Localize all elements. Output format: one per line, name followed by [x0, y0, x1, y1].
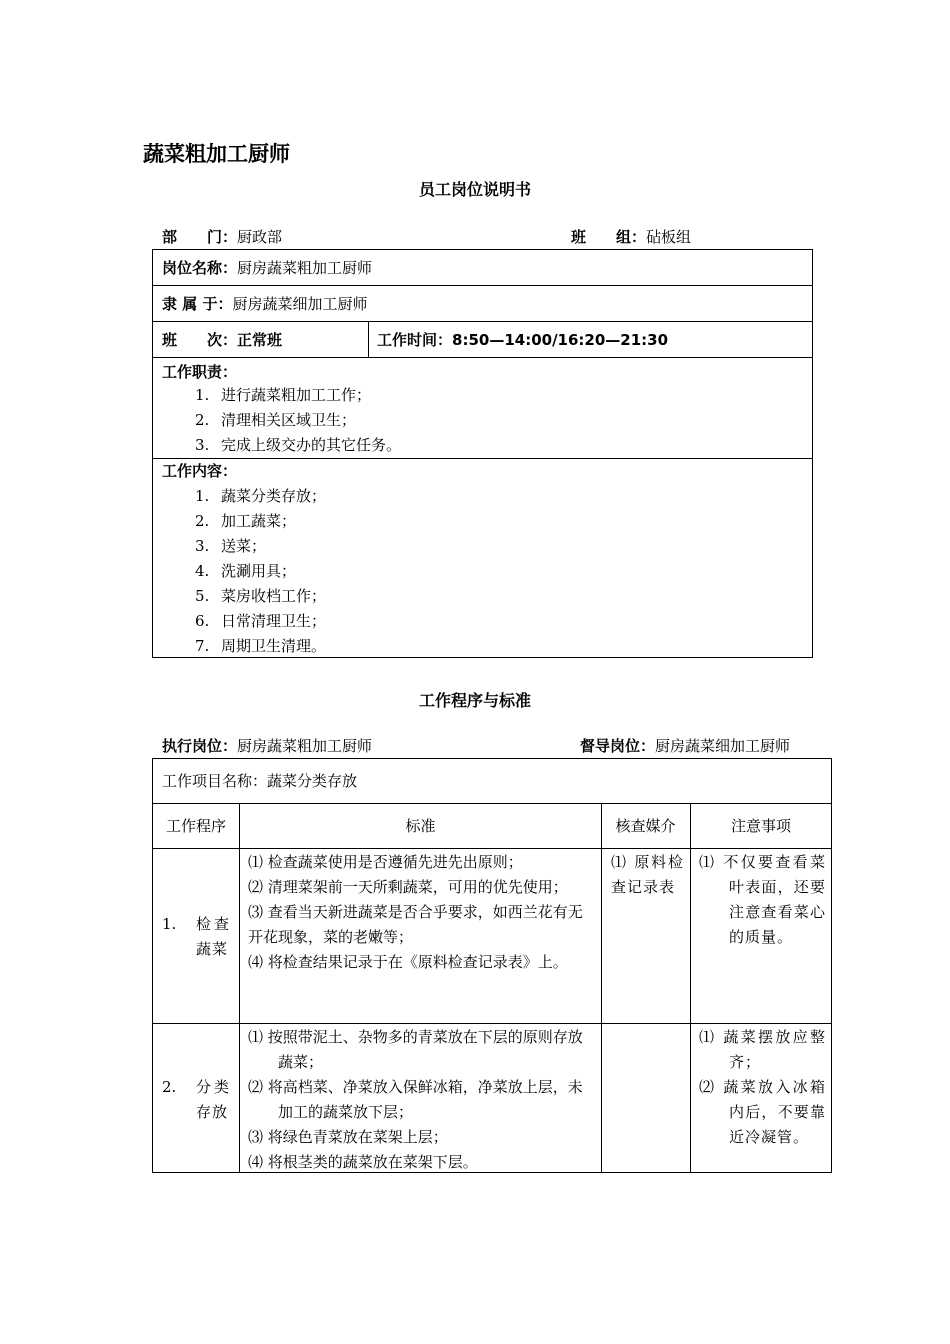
project-name-label: 工作项目名称：: [162, 772, 268, 790]
supervisor-post-value: 厨房蔬菜细加工厨师: [655, 737, 791, 755]
supervisor-post-field: [580, 736, 790, 756]
duties-list: [195, 383, 401, 458]
list-item: ⑴ 不仅要查看菜叶表面，还要注意查看菜心的质量。: [699, 853, 826, 946]
list-item: 3. 完成上级交办的其它任务。: [195, 436, 402, 454]
list-item: ⑵ 蔬菜放入冰箱内后，不要靠近冷凝管。: [699, 1078, 826, 1146]
list-item: 4. 洗涮用具；: [195, 562, 297, 580]
section-title-job-description: 员工岗位说明书: [418, 180, 531, 199]
team-label: 班 组：: [571, 228, 647, 246]
list-item: ⑵ 清理菜架前一天所剩蔬菜，可用的优先使用；: [248, 878, 568, 896]
work-time-label: 工作时间：: [377, 331, 453, 349]
report-to-row: [162, 294, 367, 314]
dept-field: [162, 227, 282, 247]
table-row-media-1: ⑴ 原料检查记录表: [611, 853, 684, 896]
header-notes: 注意事项: [730, 817, 791, 835]
header-check-media: 核查媒介: [615, 817, 676, 835]
supervisor-post-label: 督导岗位：: [580, 737, 656, 755]
list-item: 1. 进行蔬菜粗加工工作；: [195, 386, 372, 404]
team-field: [571, 227, 691, 247]
table-row-step-1: [162, 912, 234, 962]
content-list: [195, 484, 326, 659]
list-item: ⑵ 将高档菜、净菜放入保鲜冰箱，净菜放上层，未加工的蔬菜放下层；: [248, 1078, 583, 1121]
project-name-value: 蔬菜分类存放: [267, 772, 358, 790]
exec-post-label: 执行岗位：: [162, 737, 238, 755]
shift-value: 正常班: [237, 331, 283, 349]
list-item: 3. 送菜；: [195, 537, 267, 555]
list-item: ⑴ 按照带泥土、杂物多的青菜放在下层的原则存放蔬菜；: [248, 1028, 583, 1071]
report-to-label: 隶 属 于：: [162, 295, 233, 313]
list-item: ⑷ 将检查结果记录于在《原料检查记录表》上。: [248, 953, 568, 971]
list-item: 5. 菜房收档工作；: [195, 587, 327, 605]
list-item: 2. 加工蔬菜；: [195, 512, 297, 530]
duties-label: 工作职责：: [162, 363, 238, 381]
table-row-notes-1: [699, 850, 826, 950]
list-item: ⑴ 检查蔬菜使用是否遵循先进先出原则；: [248, 853, 523, 871]
job-name-row: [162, 258, 372, 278]
table-row-standards-2: [248, 1025, 596, 1175]
project-name-row: [162, 771, 357, 791]
step-number: 2.: [162, 1078, 177, 1096]
exec-post-field: [162, 736, 372, 756]
work-time-value: 8:50—14:00/16:20—21:30: [452, 331, 669, 349]
list-item: ⑴ 蔬菜摆放应整齐；: [699, 1028, 826, 1071]
list-item: 1. 蔬菜分类存放；: [195, 487, 327, 505]
exec-post-value: 厨房蔬菜粗加工厨师: [237, 737, 373, 755]
list-item: 7. 周期卫生清理。: [195, 637, 327, 655]
list-item: 6. 日常清理卫生；: [195, 612, 327, 630]
list-item: ⑶ 查看当天新进蔬菜是否合乎要求，如西兰花有无开花现象，菜的老嫩等；: [248, 903, 583, 946]
table-row-notes-2: [699, 1025, 826, 1150]
list-item: 2. 清理相关区域卫生；: [195, 411, 357, 429]
work-time-row: [377, 330, 668, 350]
content-label: 工作内容：: [162, 462, 238, 480]
step-name: 检查蔬菜: [196, 915, 230, 958]
table-row-step-2: [162, 1075, 234, 1125]
team-value: 砧板组: [646, 228, 692, 246]
shift-label: 班 次：: [162, 331, 238, 349]
table-row-standards-1: [248, 850, 596, 975]
step-number: 1.: [162, 915, 177, 933]
report-to-value: 厨房蔬菜细加工厨师: [232, 295, 368, 313]
job-name-label: 岗位名称：: [162, 259, 238, 277]
list-item: ⑷ 将根茎类的蔬菜放在菜架下层。: [248, 1153, 478, 1171]
section-title-procedure: 工作程序与标准: [418, 691, 531, 710]
job-name-value: 厨房蔬菜粗加工厨师: [237, 259, 373, 277]
dept-label: 部 门：: [162, 228, 238, 246]
header-standard: 标准: [405, 817, 436, 835]
dept-value: 厨政部: [237, 228, 283, 246]
header-procedure: 工作程序: [165, 817, 226, 835]
shift-row: [162, 330, 282, 350]
list-item: ⑶ 将绿色青菜放在菜架上层；: [248, 1128, 448, 1146]
step-name: 分类存放: [196, 1078, 230, 1121]
page-title: 蔬菜粗加工厨师: [143, 142, 290, 166]
